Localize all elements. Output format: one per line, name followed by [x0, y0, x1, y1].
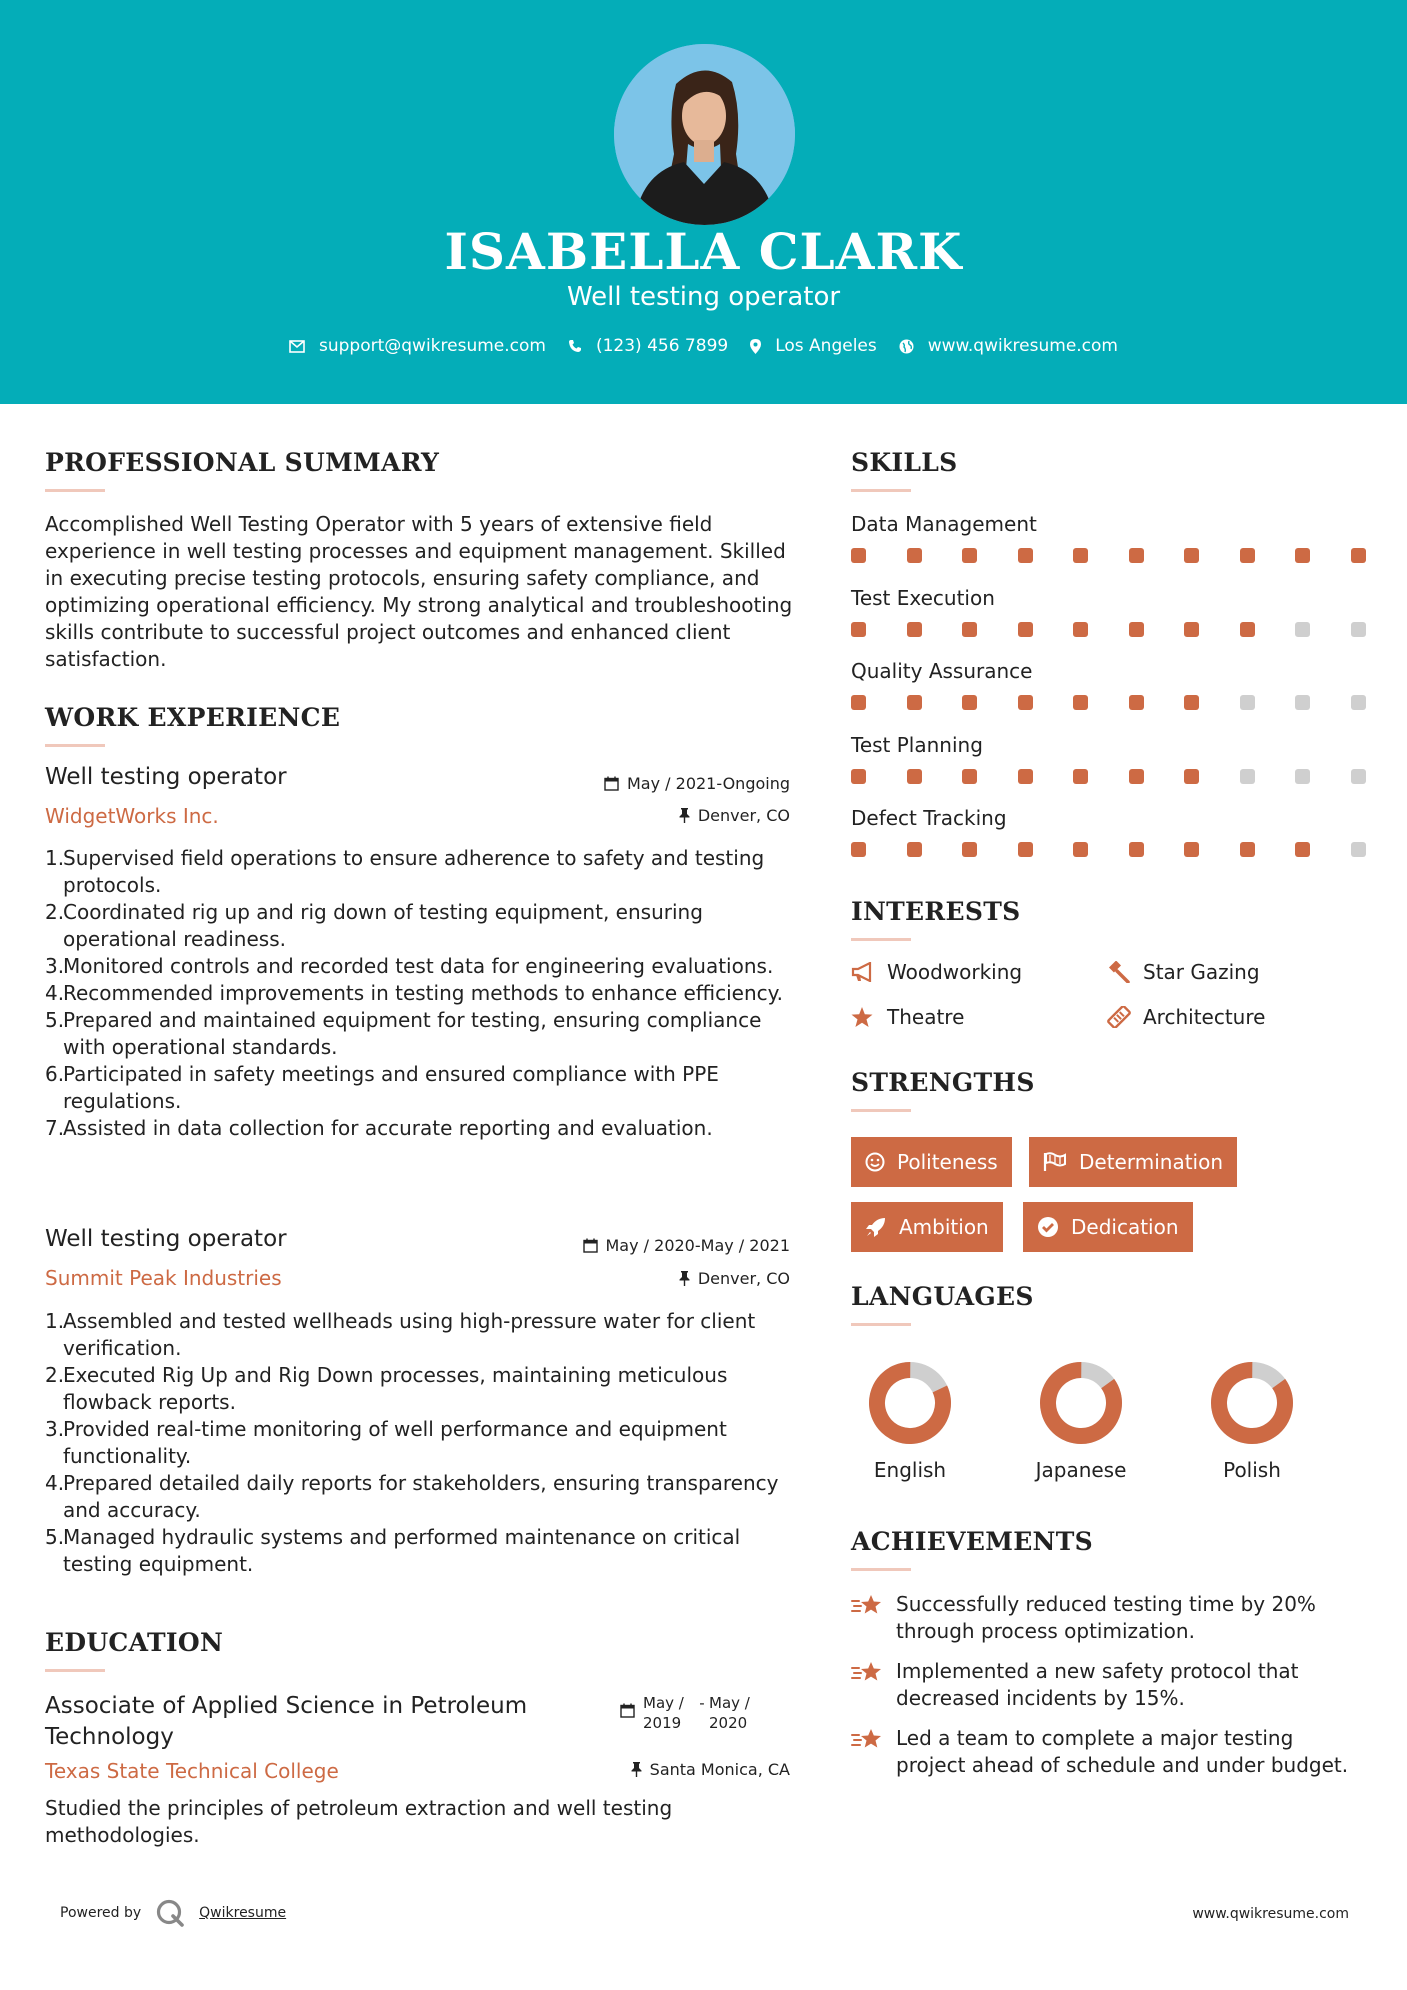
rating-dot: [1295, 695, 1310, 710]
language-name: Polish: [1223, 1458, 1281, 1482]
education-heading: EDUCATION: [45, 1628, 224, 1657]
language-name: English: [873, 1458, 947, 1482]
rating-dot: [1351, 842, 1366, 857]
job-title: Well testing operator: [45, 764, 287, 790]
interest-label: Architecture: [1143, 1005, 1266, 1029]
job-location: [679, 806, 790, 825]
list-item: Participated in safety meetings and ensured compliance with PPE regulations.: [63, 1062, 719, 1113]
contact-phone[interactable]: [568, 336, 728, 356]
rating-dot: [1129, 548, 1144, 563]
rating-dot: [962, 622, 977, 637]
profile-photo: [614, 44, 795, 225]
rating-dot: [907, 548, 922, 563]
achievement-text: Implemented a new safety protocol that decreased incidents by 15%.: [896, 1659, 1299, 1710]
skill-rating: [851, 695, 1406, 710]
header: [0, 0, 1407, 404]
globe-icon: [899, 339, 914, 354]
list-item: Supervised field operations to ensure adherence to safety and testing protocols.: [63, 846, 765, 897]
achievement-item: [851, 1591, 1351, 1645]
skill-rating: [851, 548, 1406, 563]
candidate-role: Well testing operator: [566, 282, 841, 312]
contact-phone-text: (123) 456 7899: [595, 336, 729, 356]
education-date-end: May / 2020: [709, 1694, 750, 1732]
rating-dot: [851, 548, 866, 563]
list-item: Prepared detailed daily reports for stakeholders, ensuring transparency and accuracy.: [63, 1471, 779, 1522]
envelope-icon: [289, 340, 305, 353]
skill-rating: [851, 622, 1406, 637]
brand-link[interactable]: Qwikresume: [199, 1905, 287, 1921]
skills-heading: SKILLS: [851, 448, 958, 477]
education-location-text: Santa Monica, CA: [649, 1760, 790, 1779]
interests-rule: [851, 938, 911, 941]
phone-icon: [568, 339, 582, 353]
list-item: Monitored controls and recorded test data for engineering evaluations.: [63, 954, 774, 978]
rating-dot: [1073, 622, 1088, 637]
rating-dot: [907, 695, 922, 710]
rating-dot: [1351, 695, 1366, 710]
job-bullets: [45, 845, 800, 1142]
interest-item: [1107, 960, 1260, 984]
school-name: Texas State Technical College: [45, 1759, 339, 1783]
rating-dot: [1351, 548, 1366, 563]
pushpin-icon: [679, 808, 690, 823]
rating-dot: [851, 842, 866, 857]
job-location: [679, 1269, 790, 1288]
strength-tag: [1029, 1137, 1237, 1187]
rating-dot: [1018, 695, 1033, 710]
rating-dot: [1184, 548, 1199, 563]
achievement-text: Led a team to complete a major testing project ahead of schedule and under budget.: [896, 1726, 1349, 1777]
shooting-star-icon: [851, 1725, 896, 1779]
shooting-star-icon: [851, 1658, 896, 1712]
language-level-ring: [865, 1358, 955, 1448]
skill-name: Defect Tracking: [851, 806, 1007, 830]
map-pin-icon: [750, 339, 761, 354]
list-item: Recommended improvements in testing methods to enhance efficiency.: [63, 981, 783, 1005]
candidate-name: ISABELLA CLARK: [444, 222, 963, 281]
language-ring-fill: [866, 1359, 954, 1447]
languages-rule: [851, 1323, 911, 1326]
job-date-text: May / 2020-May / 2021: [605, 1236, 790, 1255]
experience-heading: WORK EXPERIENCE: [45, 703, 341, 732]
rating-dot: [907, 622, 922, 637]
list-item: Provided real-time monitoring of well performance and equipment functionality.: [63, 1417, 727, 1468]
rating-dot: [851, 769, 866, 784]
calendar-icon: [604, 776, 619, 791]
rocket-icon: [865, 1216, 887, 1238]
date-separator: -: [699, 1694, 705, 1712]
qwikresume-logo-icon: [155, 1898, 185, 1928]
rating-dot: [1184, 769, 1199, 784]
achievement-text: Successfully reduced testing time by 20% through process optimization.: [896, 1592, 1316, 1643]
rating-dot: [907, 842, 922, 857]
list-item: Executed Rig Up and Rig Down processes, maintaining meticulous flowback reports.: [63, 1363, 728, 1414]
list-item: Managed hydraulic systems and performed maintenance on critical testing equipment.: [63, 1525, 741, 1576]
rating-dot: [962, 548, 977, 563]
strength-label: Determination: [1079, 1150, 1224, 1174]
job-location-text: Denver, CO: [697, 1269, 790, 1288]
rating-dot: [1129, 769, 1144, 784]
pushpin-icon: [679, 1271, 690, 1286]
smile-icon: [865, 1152, 885, 1172]
job-title: Well testing operator: [45, 1226, 287, 1252]
skill-rating: [851, 842, 1406, 857]
ticket-icon: [1107, 1006, 1143, 1028]
strengths-heading: STRENGTHS: [851, 1068, 1035, 1097]
languages-heading: LANGUAGES: [851, 1282, 1034, 1311]
interest-label: Theatre: [887, 1005, 965, 1029]
job-date-text: May / 2021-Ongoing: [627, 774, 790, 793]
rating-dot: [1351, 769, 1366, 784]
skill-rating: [851, 769, 1406, 784]
rating-dot: [1073, 842, 1088, 857]
rating-dot: [1129, 695, 1144, 710]
strength-tag: [851, 1202, 1003, 1252]
calendar-icon: [583, 1238, 598, 1253]
skill-name: Quality Assurance: [851, 659, 1033, 683]
contact-website-text: www.qwikresume.com: [927, 336, 1118, 356]
language-level-ring: [1207, 1358, 1297, 1448]
rating-dot: [1184, 842, 1199, 857]
rating-dot: [1018, 842, 1033, 857]
rating-dot: [851, 622, 866, 637]
language-item: [1011, 1358, 1151, 1482]
language-ring-fill: [1036, 1358, 1126, 1448]
rating-dot: [1073, 769, 1088, 784]
rating-dot: [1129, 622, 1144, 637]
rating-dot: [851, 695, 866, 710]
contact-email[interactable]: [289, 336, 546, 356]
achievements-rule: [851, 1568, 911, 1571]
education-date-start: May / 2019: [643, 1694, 684, 1732]
list-item: Coordinated rig up and rig down of testing equipment, ensuring operational readiness.: [63, 900, 703, 951]
experience-rule: [45, 744, 105, 747]
rating-dot: [1240, 622, 1255, 637]
job-company: Summit Peak Industries: [45, 1266, 282, 1290]
language-item: [840, 1358, 980, 1482]
shooting-star-icon: [851, 1591, 896, 1645]
degree-title: Associate of Applied Science in Petroleum Technology: [45, 1693, 528, 1750]
rating-dot: [1240, 695, 1255, 710]
interest-item: [851, 960, 1022, 984]
strength-label: Ambition: [899, 1215, 989, 1239]
skills-rule: [851, 489, 911, 492]
job-location-text: Denver, CO: [697, 806, 790, 825]
rating-dot: [1073, 548, 1088, 563]
rating-dot: [1129, 842, 1144, 857]
rating-dot: [962, 769, 977, 784]
gavel-icon: [1107, 961, 1143, 983]
calendar-icon: [620, 1703, 635, 1718]
rating-dot: [1018, 548, 1033, 563]
flag-icon: [1043, 1152, 1067, 1172]
skill-name: Test Planning: [851, 732, 983, 757]
rating-dot: [1240, 769, 1255, 784]
pushpin-icon: [631, 1762, 642, 1777]
star-icon: [851, 1007, 887, 1028]
rating-dot: [1295, 548, 1310, 563]
achievements-heading: ACHIEVEMENTS: [851, 1527, 1093, 1556]
rating-dot: [1240, 548, 1255, 563]
powered-by-label: Powered by: [60, 1905, 142, 1921]
summary-rule: [45, 489, 105, 492]
rating-dot: [1240, 842, 1255, 857]
job-date: [604, 774, 790, 793]
summary-text: Accomplished Well Testing Operator with 5 years of extensive field experience in well testing processes and equipment management. Skilled in executing precise testing protocols, ensuring safety compliance, and optimizing operational efficiency. My strong analytical and troubleshooting skills contribute to successful project outcomes and enhanced client satisfaction.: [45, 512, 793, 671]
interest-item: [1107, 1005, 1265, 1029]
strength-label: Politeness: [897, 1150, 998, 1174]
interest-item: [851, 1005, 964, 1029]
contact-location: [750, 336, 877, 356]
contact-email-text: support@qwikresume.com: [319, 336, 546, 356]
rating-dot: [1295, 842, 1310, 857]
rating-dot: [907, 769, 922, 784]
rating-dot: [1295, 769, 1310, 784]
contact-bar: [0, 336, 1407, 356]
achievement-item: [851, 1725, 1351, 1779]
list-item: Assembled and tested wellheads using high-pressure water for client verification.: [63, 1309, 756, 1360]
strengths-rule: [851, 1109, 911, 1112]
interest-label: Woodworking: [887, 960, 1023, 984]
achievement-item: [851, 1658, 1351, 1712]
language-item: [1182, 1358, 1322, 1482]
interests-heading: INTERESTS: [851, 897, 1021, 926]
rating-dot: [962, 695, 977, 710]
interest-label: Star Gazing: [1143, 960, 1260, 984]
list-item: Assisted in data collection for accurate reporting and evaluation.: [63, 1116, 713, 1140]
education-date: [620, 1693, 759, 1733]
rating-dot: [1018, 769, 1033, 784]
job-bullets: [45, 1308, 800, 1578]
language-name: Japanese: [1035, 1458, 1127, 1482]
contact-location-text: Los Angeles: [775, 336, 877, 356]
education-location: [631, 1760, 790, 1779]
rating-dot: [962, 842, 977, 857]
job-date: [583, 1236, 791, 1255]
check-circle-icon: [1037, 1216, 1059, 1238]
strength-tag: [851, 1137, 1012, 1187]
list-item: Prepared and maintained equipment for testing, ensuring compliance with operational standards.: [63, 1008, 762, 1059]
strength-label: Dedication: [1071, 1215, 1179, 1239]
skill-name: Data Management: [851, 512, 1037, 536]
job-company: WidgetWorks Inc.: [45, 804, 219, 828]
language-ring-fill: [1207, 1358, 1297, 1448]
rating-dot: [1295, 622, 1310, 637]
megaphone-icon: [851, 962, 887, 982]
language-level-ring: [1036, 1358, 1126, 1448]
rating-dot: [1184, 622, 1199, 637]
rating-dot: [1018, 622, 1033, 637]
contact-website[interactable]: [899, 336, 1118, 356]
footer-website[interactable]: www.qwikresume.com: [1192, 1906, 1349, 1922]
education-rule: [45, 1669, 105, 1672]
strength-tag: [1023, 1202, 1193, 1252]
summary-heading: PROFESSIONAL SUMMARY: [45, 448, 440, 477]
rating-dot: [1073, 695, 1088, 710]
rating-dot: [1351, 622, 1366, 637]
education-description: Studied the principles of petroleum extraction and well testing methodologies.: [45, 1796, 673, 1847]
footer-powered-by: [60, 1898, 286, 1928]
skill-name: Test Execution: [851, 585, 995, 610]
rating-dot: [1184, 695, 1199, 710]
